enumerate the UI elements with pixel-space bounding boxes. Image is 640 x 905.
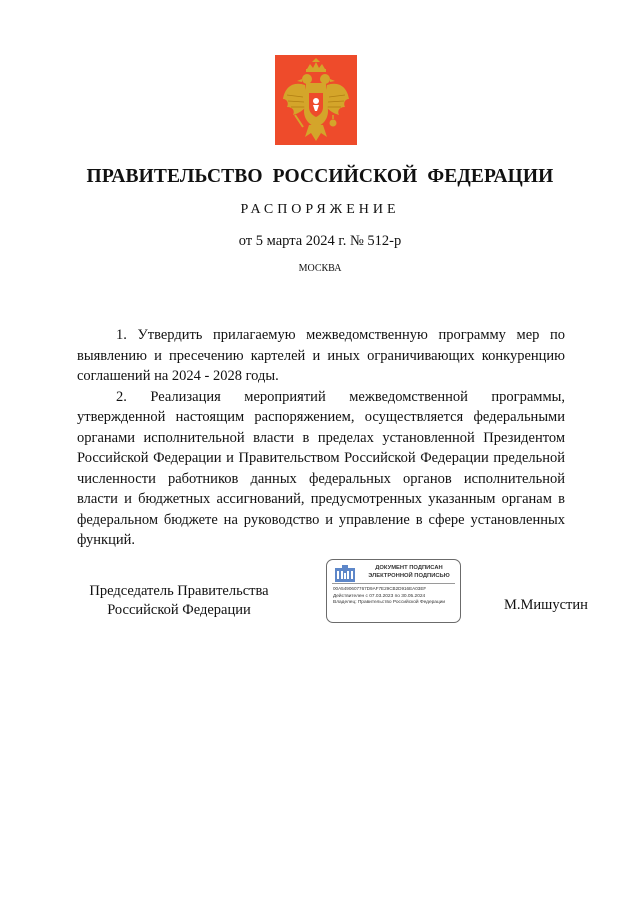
document-type: РАСПОРЯЖЕНИЕ — [240, 202, 400, 217]
document-body — [77, 325, 565, 551]
paragraph-2: 2. Реализация мероприятий межведомственной программы, утвержденной настоящим распоряжением, осуществляется федеральными органами исполнительной власти в пределах установленной Президентом Российской Федерации и Правительством Российской Федерации предельной численности работников данных федеральных органов исполнительной власти и бюджетных ассигнований, предусмотренных указанным органам в федеральном бюджете на руководство и управление в сфере установленных функций. — [77, 388, 565, 548]
stamp-validity: Действителен с 07.03.2023 по 30.05.2024 — [333, 594, 426, 599]
signer-position-line-2: Российской Федерации — [107, 602, 251, 618]
signer-name: М.Мишустин — [504, 597, 588, 613]
signer-position-line-1: Председатель Правительства — [89, 583, 269, 599]
electronic-signature-stamp — [326, 559, 461, 623]
government-title: ПРАВИТЕЛЬСТВО РОССИЙСКОЙ ФЕДЕРАЦИИ — [86, 166, 554, 187]
stamp-title-line-1: ДОКУМЕНТ ПОДПИСАН — [375, 565, 443, 571]
stamp-certificate-number: 00A5490607767D9AF7E29CB2D916EA03EF — [333, 586, 427, 591]
document-city: МОСКВА — [298, 263, 342, 274]
stamp-title — [359, 565, 459, 580]
signer-position — [77, 582, 281, 620]
coat-of-arms-icon — [275, 55, 357, 145]
stamp-divider — [332, 583, 455, 584]
stamp-title-line-2: ЭЛЕКТРОННОЙ ПОДПИСЬЮ — [368, 572, 450, 579]
stamp-owner: Владелец: Правительство Российской Федерации — [333, 600, 446, 605]
document-date-number: от 5 марта 2024 г. № 512-р — [238, 233, 402, 249]
government-building-icon — [333, 565, 357, 583]
paragraph-1: 1. Утвердить прилагаемую межведомственную программу мер по выявлению и пресечению картелей и иных ограничивающих конкуренцию соглашений на 2024 - 2028 годы. — [77, 327, 565, 384]
